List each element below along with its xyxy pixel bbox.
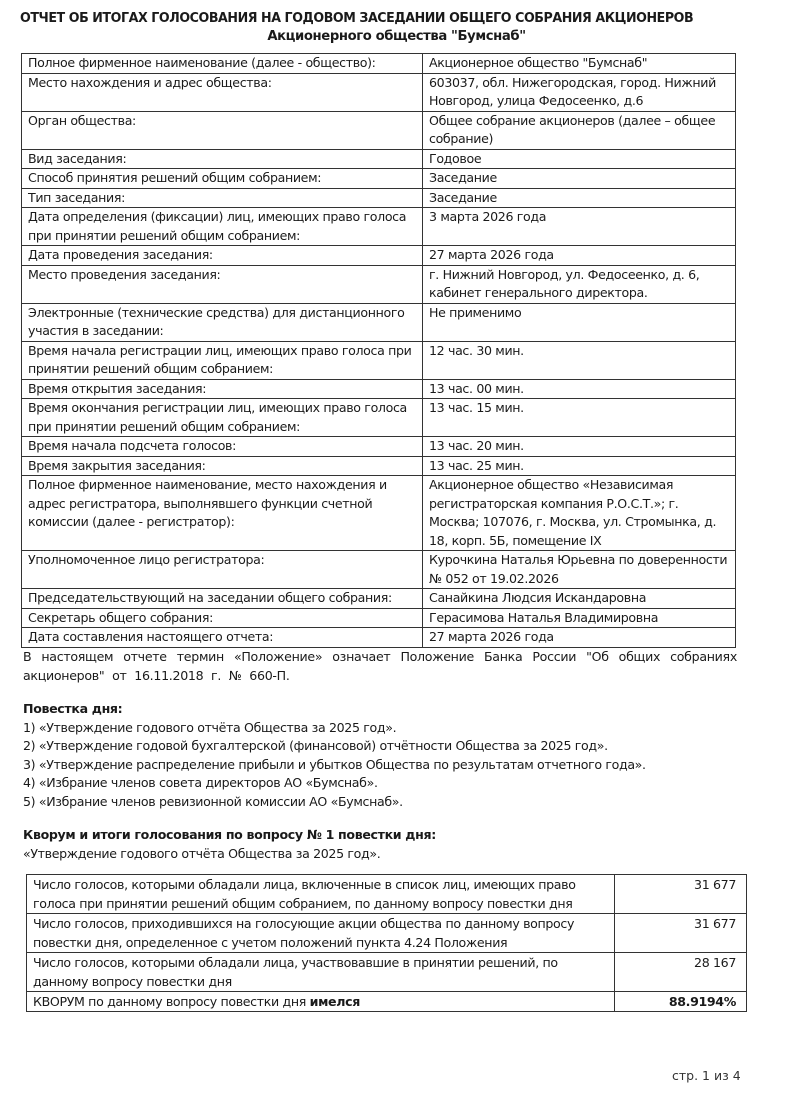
info-row-label: Время начала регистрации лиц, имеющих право голоса при принятии решений общим собранием: — [22, 341, 423, 379]
info-row-value: 12 час. 30 мин. — [423, 341, 736, 379]
table-row — [27, 914, 747, 953]
info-row-value: г. Нижний Новгород, ул. Федосеенко, д. 6, кабинет генерального директора. — [423, 265, 736, 303]
agenda-item: 2) «Утверждение годовой бухгалтерской (финансовой) отчётности Общества за 2025 год». — [23, 738, 608, 754]
quorum-row-value: 28 167 — [615, 953, 747, 992]
table-row — [22, 628, 736, 648]
info-row-value: 27 марта 2026 года — [423, 246, 736, 266]
report-subtitle: Акционерного общества "Бумснаб" — [267, 29, 526, 44]
info-row-label: Председательствующий на заседании общего собрания: — [22, 589, 423, 609]
info-row-label: Время закрытия заседания: — [22, 456, 423, 476]
info-row-value: 13 час. 00 мин. — [423, 379, 736, 399]
quorum-row-label: Число голосов, которыми обладали лица, включенные в список лиц, имеющих право голоса при принятии решений общим собранием, по данному вопросу повестки дня — [27, 875, 615, 914]
table-row — [27, 953, 747, 992]
info-row-label: Время открытия заседания: — [22, 379, 423, 399]
table-row — [22, 188, 736, 208]
table-row — [22, 589, 736, 609]
info-row-value: Общее собрание акционеров (далее – общее собрание) — [423, 111, 736, 149]
table-row — [22, 456, 736, 476]
table-row — [22, 437, 736, 457]
quorum-row-value: 31 677 — [615, 875, 747, 914]
agenda-section — [23, 700, 763, 812]
info-row-value: 603037, обл. Нижегородская, город. Нижний Новгород, улица Федосеенко, д.6 — [423, 73, 736, 111]
info-row-label: Вид заседания: — [22, 149, 423, 169]
table-row — [22, 303, 736, 341]
quorum-row-value: 31 677 — [615, 914, 747, 953]
table-row — [22, 379, 736, 399]
table-row — [22, 608, 736, 628]
info-row-label: Дата составления настоящего отчета: — [22, 628, 423, 648]
table-row — [27, 992, 747, 1012]
quorum-status: имелся — [309, 994, 360, 1009]
info-row-value: Не применимо — [423, 303, 736, 341]
info-row-label: Орган общества: — [22, 111, 423, 149]
info-row-label: Уполномоченное лицо регистратора: — [22, 551, 423, 589]
info-row-label: Место нахождения и адрес общества: — [22, 73, 423, 111]
info-row-value: Заседание — [423, 169, 736, 189]
info-row-label: Полное фирменное наименование, место нахождения и адрес регистратора, выполнявшего функции счетной комиссии (далее - регистратор): — [22, 476, 423, 551]
table-row — [22, 399, 736, 437]
info-row-label: Место проведения заседания: — [22, 265, 423, 303]
quorum-label-cell — [27, 992, 615, 1012]
info-row-value: Санайкина Людсия Искандаровна — [423, 589, 736, 609]
table-row — [22, 149, 736, 169]
info-row-value: Герасимова Наталья Владимировна — [423, 608, 736, 628]
info-row-label: Полное фирменное наименование (далее - общество): — [22, 54, 423, 74]
info-row-value: 3 марта 2026 года — [423, 208, 736, 246]
info-row-value: 13 час. 20 мин. — [423, 437, 736, 457]
table-row — [22, 341, 736, 379]
info-row-value: Годовое — [423, 149, 736, 169]
agenda-item: 4) «Избрание членов совета директоров АО «Бумснаб». — [23, 775, 378, 791]
quorum-subheading: «Утверждение годового отчёта Общества за 2025 год». — [23, 846, 381, 861]
info-row-value: 13 час. 25 мин. — [423, 456, 736, 476]
quorum-row-label: Число голосов, приходившихся на голосующие акции общества по данному вопросу повестки дня, определенное с учетом положений пункта 4.24 Положения — [27, 914, 615, 953]
table-row — [22, 111, 736, 149]
page-number: стр. 1 из 4 — [672, 1068, 741, 1083]
meeting-info-table — [21, 53, 736, 648]
info-row-label: Время начала подсчета голосов: — [22, 437, 423, 457]
quorum-row-label: Число голосов, которыми обладали лица, участвовавшие в принятии решений, по данному вопросу повестки дня — [27, 953, 615, 992]
info-row-label: Способ принятия решений общим собранием: — [22, 169, 423, 189]
info-row-value: 13 час. 15 мин. — [423, 399, 736, 437]
quorum-table — [26, 874, 747, 1012]
table-row — [22, 169, 736, 189]
table-row — [22, 208, 736, 246]
info-row-value: Акционерное общество «Независимая регистраторская компания Р.О.С.Т.»; г. Москва; 107076, г. Москва, ул. Стромынка, д. 18, корп. 5Б, помещение IX — [423, 476, 736, 551]
agenda-item: 5) «Избрание членов ревизионной комиссии АО «Бумснаб». — [23, 793, 403, 809]
quorum-heading: Кворум и итоги голосования по вопросу № 1 повестки дня: — [23, 827, 436, 842]
definition-paragraph: В настоящем отчете термин «Положение» означает Положение Банка России "Об общих собраниях акционеров" от 16.11.2018 г. № 660-П. — [23, 649, 737, 683]
table-row — [22, 246, 736, 266]
info-row-value: Курочкина Наталья Юрьевна по доверенности № 052 от 19.02.2026 — [423, 551, 736, 589]
table-row — [22, 265, 736, 303]
info-row-label: Тип заседания: — [22, 188, 423, 208]
info-row-value: Акционерное общество "Бумснаб" — [423, 54, 736, 74]
table-row — [22, 54, 736, 74]
info-row-label: Электронные (технические средства) для дистанционного участия в заседании: — [22, 303, 423, 341]
info-row-label: Секретарь общего собрания: — [22, 608, 423, 628]
table-row — [27, 875, 747, 914]
info-row-label: Дата проведения заседания: — [22, 246, 423, 266]
quorum-value — [615, 992, 747, 1012]
info-row-label: Дата определения (фиксации) лиц, имеющих право голоса при принятии решений общим собранием: — [22, 208, 423, 246]
quorum-section-header — [23, 825, 763, 863]
quorum-label: КВОРУМ по данному вопросу повестки дня — [33, 994, 306, 1009]
agenda-item: 1) «Утверждение годового отчёта Общества за 2025 год». — [23, 719, 397, 735]
table-row — [22, 476, 736, 551]
info-row-value: Заседание — [423, 188, 736, 208]
quorum-percent: 88.9194% — [668, 994, 736, 1009]
table-row — [22, 73, 736, 111]
table-row — [22, 551, 736, 589]
agenda-item: 3) «Утверждение распределение прибыли и убытков Общества по результатам отчетного года». — [23, 756, 646, 772]
info-row-label: Время окончания регистрации лиц, имеющих право голоса при принятии решений общим собранием: — [22, 399, 423, 437]
info-row-value: 27 марта 2026 года — [423, 628, 736, 648]
agenda-heading: Повестка дня: — [23, 701, 123, 716]
report-title: ОТЧЕТ ОБ ИТОГАХ ГОЛОСОВАНИЯ НА ГОДОВОМ ЗАСЕДАНИИ ОБЩЕГО СОБРАНИЯ АКЦИОНЕРОВ — [20, 10, 694, 26]
